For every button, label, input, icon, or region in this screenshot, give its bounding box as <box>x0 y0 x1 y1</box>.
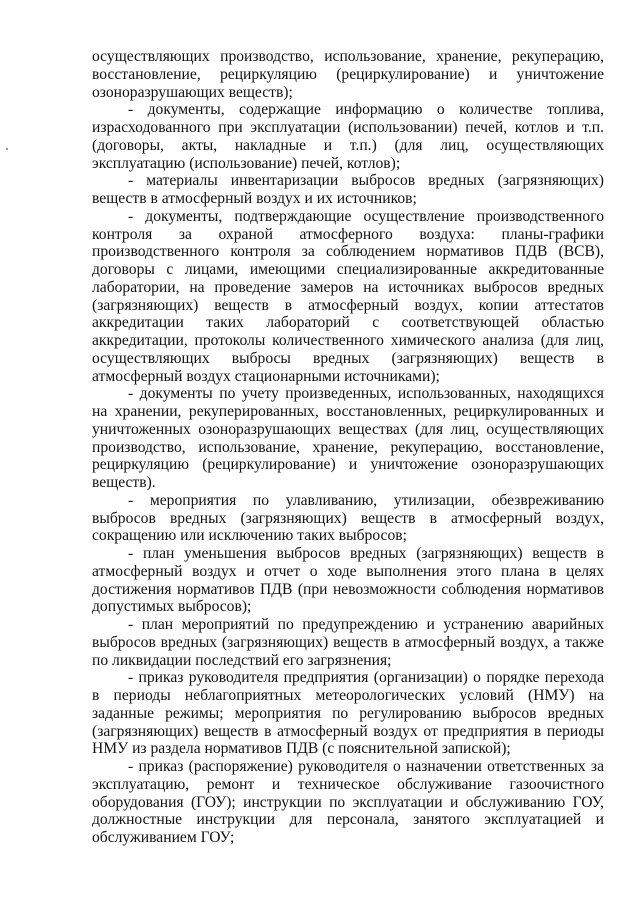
list-item-emission-reduction-measures: - мероприятия по улавливанию, утилизации, обезвреживанию выбросов вредных (загрязняющих) веществ в атмосферный воздух, сокращению или исключению таких выбросов; <box>92 491 604 545</box>
document-body <box>92 48 604 847</box>
list-item-production-control: - документы, подтверждающие осуществление производственного контроля за охраной атмосферного воздуха: планы-графики производственного контроля за соблюдением нормативов ПДВ (ВСВ), договоры с лицами, имеющими специализированные аккредитованные лаборатории, на проведение замеров на источниках выбросов вредных (загрязняющих) веществ в атмосферный воздух, копии аттестатов аккредитации таких лабораторий с соответствующей областью аккредитации, протоколы количественного химического анализа (для лиц, осуществляющих выбросы вредных (загрязняющих) веществ в атмосферный воздух стационарными источниками); <box>92 207 604 385</box>
list-item-emission-reduction-plan: - план уменьшения выбросов вредных (загрязняющих) веществ в атмосферный воздух и отчет о ходе выполнения этого плана в целях достижения нормативов ПДВ (при невозможности соблюдения нормативов допустимых выбросов); <box>92 545 604 616</box>
paragraph-continuation: осуществляющих производство, использование, хранение, рекуперацию, восстановление, рециркуляцию (рециркулирование) и уничтожение озоноразрушающих веществ); <box>92 48 604 101</box>
list-item-emission-inventory: - материалы инвентаризации выбросов вредных (загрязняющих) веществ в атмосферный воздух и их источников; <box>92 172 604 207</box>
list-item-fuel-documents: - документы, содержащие информацию о количестве топлива, израсходованного при эксплуатации (использовании) печей, котлов и т.п. (договоры, акты, накладные и т.п.) (для лиц, осуществляющих эксплуатацию (использование) печей, котлов); <box>92 101 604 172</box>
margin-mark <box>6 148 8 150</box>
list-item-nmu-order: - приказ руководителя предприятия (организации) о порядке перехода в периоды неблагоприятных метеорологических условий (НМУ) на заданные режимы; мероприятия по регулированию выбросов вредных (загрязняющих) веществ в атмосферный воздух от предприятия в периоды НМУ из раздела нормативов ПДВ (с пояснительной запиской); <box>92 669 604 758</box>
list-item-gou-order: - приказ (распоряжение) руководителя о назначении ответственных за эксплуатацию, ремонт и техническое обслуживание газоочистного оборудования (ГОУ); инструкции по эксплуатации и обслуживанию ГОУ, должностные инструкции для персонала, занятого эксплуатацией и обслуживанием ГОУ; <box>92 758 604 846</box>
list-item-emergency-prevention-plan: - план мероприятий по предупреждению и устранению аварийных выбросов вредных (загрязняющих) веществ в атмосферный воздух, а также по ликвидации последствий его загрязнения; <box>92 616 604 669</box>
list-item-ozone-substances-accounting: - документы по учету произведенных, использованных, находящихся на хранении, рекуперированных, восстановленных, рециркулированных и уничтоженных озоноразрушающих веществах (для лиц, осуществляющих производство, использование, хранение, рекуперацию, восстановление, рециркуляцию (рециркулирование) и уничтожение озоноразрушающих веществ). <box>92 385 604 491</box>
